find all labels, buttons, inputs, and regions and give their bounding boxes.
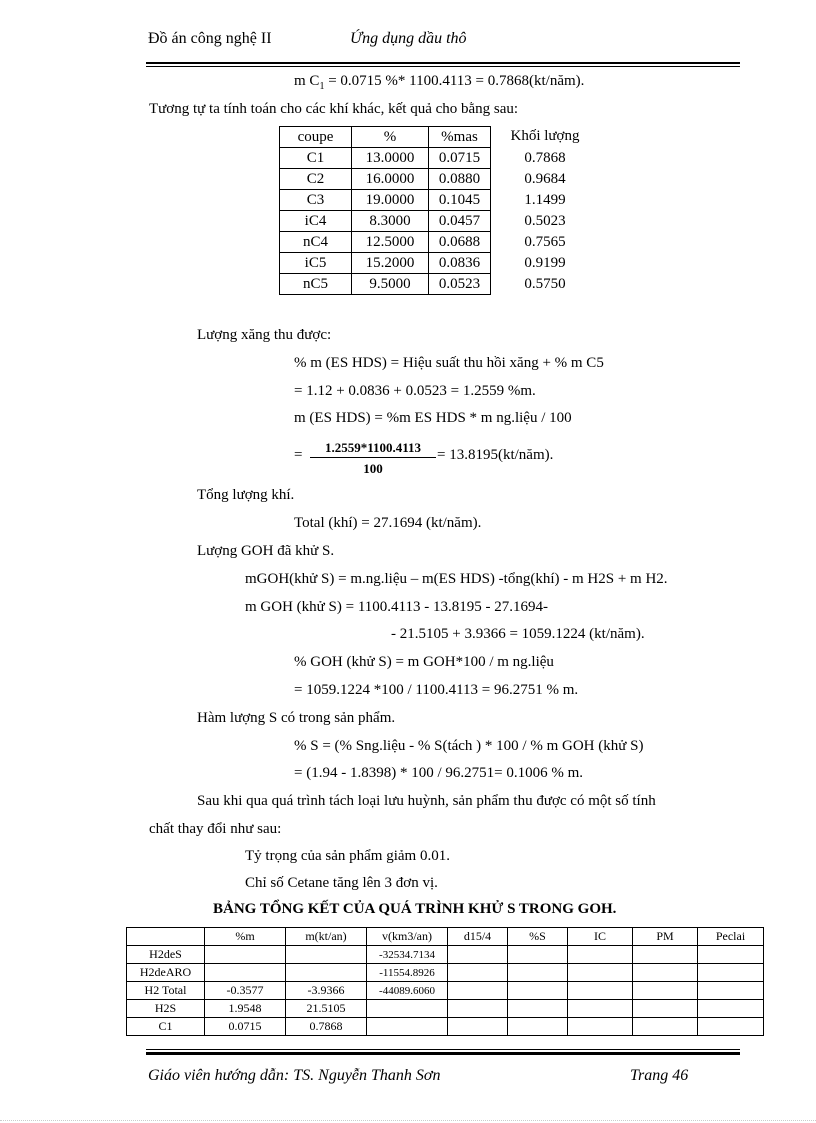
col-header: Peclai [698,928,764,946]
table-row [280,211,491,232]
body-line: Tỷ trọng của sản phẩm giảm 0.01. [245,848,450,864]
table-cell: 8.3000 [352,211,429,232]
table-cell [698,1000,764,1018]
table-cell [568,1018,633,1036]
table-cell [508,1018,568,1036]
mass-value: 0.5023 [524,213,566,229]
table-cell [633,964,698,982]
table-cell [508,946,568,964]
table-cell: -32534.7134 [367,946,448,964]
table-header-row [280,127,491,148]
table-cell [508,982,568,1000]
table-cell: 0.0457 [429,211,491,232]
gas-composition-table [279,126,491,295]
mass-value: 1.1499 [524,192,566,208]
col-header: IC [568,928,633,946]
table-cell: C2 [280,169,352,190]
header-rule [146,62,740,64]
summary-table [126,927,764,1036]
page-number: Trang 46 [630,1067,689,1084]
body-line: Sau khi qua quá trình tách loại lưu huỳnh, sản phẩm thu được có một số tính [197,793,656,809]
table-header-row [127,928,764,946]
body-line: Lượng GOH đã khử S. [197,543,335,559]
col-header [127,928,205,946]
col-header: v(km3/an) [367,928,448,946]
table-cell: C3 [280,190,352,211]
table-row [127,946,764,964]
col-header: d15/4 [448,928,508,946]
mass-value: 0.5750 [524,276,566,292]
table-row [280,190,491,211]
table-cell [698,946,764,964]
table-cell [448,982,508,1000]
body-line: Lượng xăng thu được: [197,327,332,343]
col-header: %S [508,928,568,946]
body-line: % S = (% Sng.liệu - % S(tách ) * 100 / % m GOH (khử S) [294,738,644,754]
body-line: m (ES HDS) = %m ES HDS * m ng.liệu / 100 [294,410,572,426]
table-cell [568,982,633,1000]
table-cell: iC5 [280,253,352,274]
table-row [127,1000,764,1018]
table-row [280,232,491,253]
table-cell: 0.0715 [205,1018,286,1036]
table-row [280,274,491,295]
header-rule-thin [146,66,740,67]
header-left: Đồ án công nghệ II [148,30,272,47]
table-cell [448,946,508,964]
footer-left: Giáo viên hướng dẫn: TS. Nguyễn Thanh Sơn [148,1067,441,1084]
table-row [127,982,764,1000]
table-cell: 9.5000 [352,274,429,295]
table-cell [568,946,633,964]
table-cell: 0.1045 [429,190,491,211]
table-cell: 13.0000 [352,148,429,169]
mass-value: 0.7868 [524,150,566,166]
footer-rule [146,1052,740,1055]
col-header: %m [205,928,286,946]
table-cell [508,964,568,982]
col-header: m(kt/an) [286,928,367,946]
table-cell: -0.3577 [205,982,286,1000]
mass-value: 0.7565 [524,234,566,250]
body-line: Total (khí) = 27.1694 (kt/năm). [294,515,482,531]
table-cell [698,982,764,1000]
table-cell [568,1000,633,1018]
footer-rule-thin [146,1049,740,1050]
table-cell [367,1018,448,1036]
table-cell: 0.0523 [429,274,491,295]
table-row [127,1018,764,1036]
table-cell: 0.7868 [286,1018,367,1036]
mass-header: Khối lượng [510,128,580,144]
header-right: Ứng dụng dầu thô [350,30,467,47]
table-cell [286,946,367,964]
table-cell: nC5 [280,274,352,295]
body-line: = 13.8195(kt/năm). [437,447,554,463]
body-line: Chỉ số Cetane tăng lên 3 đơn vị. [245,875,438,891]
table-cell: nC4 [280,232,352,253]
page-edge-divider [0,1120,816,1121]
mass-value: 0.9199 [524,255,566,271]
table-cell: H2 Total [127,982,205,1000]
table-row [127,964,764,982]
col-header: coupe [280,127,352,148]
table-cell: -3.9366 [286,982,367,1000]
table-cell [448,1000,508,1018]
fraction-denominator: 100 [363,461,383,476]
col-header: % [352,127,429,148]
table-cell [286,964,367,982]
col-header: %mas [429,127,491,148]
table-cell: 12.5000 [352,232,429,253]
body-line: = 1059.1224 *100 / 1100.4113 = 96.2751 % m. [294,682,579,698]
body-line: chất thay đổi như sau: [149,821,282,837]
table-cell: 19.0000 [352,190,429,211]
summary-title: BẢNG TỔNG KẾT CỦA QUÁ TRÌNH KHỬ S TRONG GOH. [213,901,617,917]
table-cell: 0.0880 [429,169,491,190]
mass-value: 0.9684 [524,171,566,187]
table-cell [448,1018,508,1036]
table-cell: 1.9548 [205,1000,286,1018]
body-line: Hàm lượng S có trong sản phẩm. [197,710,396,726]
body-line: m GOH (khử S) = 1100.4113 - 13.8195 - 27.1694- [245,599,548,615]
table-cell [698,964,764,982]
table-cell: 0.0715 [429,148,491,169]
table-cell [698,1018,764,1036]
table-cell: 15.2000 [352,253,429,274]
table-cell: H2S [127,1000,205,1018]
fraction [310,440,436,477]
body-line: % m (ES HDS) = Hiệu suất thu hồi xăng + % m C5 [294,355,604,371]
table-cell [205,946,286,964]
table-cell [633,946,698,964]
table-cell [633,1000,698,1018]
table-cell [367,1000,448,1018]
mc1-line: m $C_1 = 0.0715$ %* 1100.4113 = 0.7868(kt/năm). [294,73,585,92]
fraction-numerator: 1.2559*1100.4113 [310,440,436,458]
table-cell [568,964,633,982]
table-cell [448,964,508,982]
table-cell: -44089.6060 [367,982,448,1000]
table-row [280,253,491,274]
body-line: - 21.5105 + 3.9366 = 1059.1224 (kt/năm). [391,626,645,642]
table-cell: 16.0000 [352,169,429,190]
table-row [280,169,491,190]
body-line: = 1.12 + 0.0836 + 0.0523 = 1.2559 %m. [294,383,536,399]
col-header: PM [633,928,698,946]
table-cell [633,982,698,1000]
body-line: = [294,447,303,463]
table-cell: H2deARO [127,964,205,982]
body-line: % GOH (khử S) = m GOH*100 / m ng.liệu [294,654,554,670]
table-cell: 0.0836 [429,253,491,274]
table-cell: 21.5105 [286,1000,367,1018]
table-cell: iC4 [280,211,352,232]
intro-text: Tương tự ta tính toán cho các khí khác, kết quả cho bằng sau: [149,101,519,117]
table-cell: C1 [127,1018,205,1036]
table-cell: C1 [280,148,352,169]
table-row [280,148,491,169]
table-cell [205,964,286,982]
body-line: mGOH(khử S) = m.ng.liệu – m(ES HDS) -tổng(khí) - m H2S + m H2. [245,571,668,587]
table-cell: H2deS [127,946,205,964]
table-cell [633,1018,698,1036]
table-cell: 0.0688 [429,232,491,253]
body-line: Tổng lượng khí. [197,487,295,503]
table-cell: -11554.8926 [367,964,448,982]
body-line: = (1.94 - 1.8398) * 100 / 96.2751= 0.1006 % m. [294,765,583,781]
table-cell [508,1000,568,1018]
